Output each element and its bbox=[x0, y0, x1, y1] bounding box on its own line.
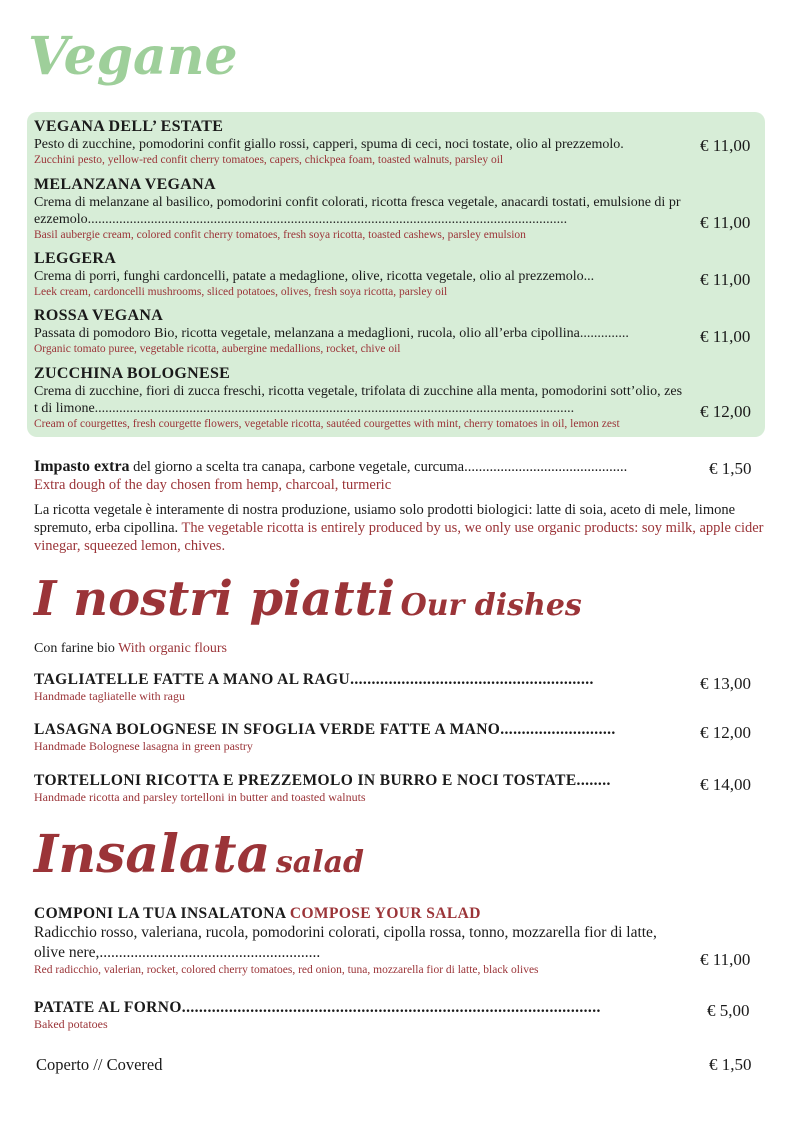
compose-title-it: COMPONI LA TUA INSALATONA bbox=[34, 905, 286, 922]
item-desc: Crema di porri, funghi cardoncelli, patate a medaglione, olive, ricotta vegetale, olio al prezzemolo... bbox=[34, 269, 595, 284]
item-translation: Zucchini pesto, yellow-red confit cherry tomatoes, capers, chickpea foam, toasted walnuts, parsley oil bbox=[34, 154, 504, 166]
item-translation: Basil aubergie cream, colored confit cherry tomatoes, fresh soya ricotta, toasted cashews, parsley emulsion bbox=[34, 229, 526, 241]
extra-text: del giorno a scelta tra canapa, carbone vegetale, curcuma............................................. bbox=[129, 459, 628, 475]
item-translation: Cream of courgettes, fresh courgette flowers, vegetable ricotta, sautéed courgettes with mint, cherry tomatoes in oil, lemon zest bbox=[34, 418, 620, 430]
salad-compose bbox=[34, 904, 684, 978]
compose-translation: Red radicchio, valerian, rocket, colored cherry tomatoes, red onion, tuna, mozzarella fior di latte, black olives bbox=[34, 964, 539, 976]
item-price: € 11,00 bbox=[700, 213, 751, 232]
item-price: € 11,00 bbox=[700, 327, 751, 346]
item-title: MELANZANA VEGANA bbox=[34, 176, 216, 193]
dish-title: TORTELLONI RICOTTA E PREZZEMOLO IN BURRO E NOCI TOSTATE........ bbox=[34, 772, 611, 789]
vegane-item bbox=[34, 175, 684, 242]
dishes-heading bbox=[34, 568, 582, 630]
dish-price: € 13,00 bbox=[700, 674, 751, 693]
ricotta-note-text bbox=[34, 501, 764, 555]
cover-label: Coperto // Covered bbox=[36, 1055, 163, 1074]
extra-translation: Extra dough of the day chosen from hemp, charcoal, turmeric bbox=[34, 477, 392, 493]
vegane-heading: Vegane bbox=[28, 26, 238, 87]
extra-label: Impasto extra bbox=[34, 458, 130, 475]
flour-note bbox=[34, 641, 227, 657]
potato-price: € 5,00 bbox=[707, 1001, 750, 1020]
dish-price: € 12,00 bbox=[700, 723, 751, 742]
compose-desc: Radicchio rosso, valeriana, rucola, pomodorini colorati, cipolla rossa, tonno, mozzarella fior di latte, olive nere,......................................................... bbox=[34, 924, 657, 961]
item-translation: Leek cream, cardoncelli mushrooms, sliced potatoes, olives, fresh soya ricotta, parsley oil bbox=[34, 286, 448, 298]
ricotta-note-en: The vegetable ricotta is entirely produced by us, we only use organic products: soy milk, apple cider vinegar, squeezed lemon, chives. bbox=[34, 520, 764, 554]
item-price: € 12,00 bbox=[700, 402, 751, 421]
item-desc: Pesto di zucchine, pomodorini confit giallo rossi, capperi, spuma di ceci, noci tostate, olio al prezzemolo. bbox=[34, 137, 624, 152]
salad-heading bbox=[34, 822, 364, 888]
cover-price: € 1,50 bbox=[709, 1055, 752, 1074]
item-desc: Crema di melanzane al basilico, pomodorini confit colorati, ricotta fresca vegetale, anacardi tostati, emulsione di prezzemolo......................................................................................................................................... bbox=[34, 195, 681, 227]
extra-price: € 1,50 bbox=[709, 459, 752, 478]
item-title: LEGGERA bbox=[34, 250, 117, 267]
dish-item bbox=[34, 998, 684, 1032]
dishes-heading-en: Our dishes bbox=[400, 588, 582, 623]
potato-title: PATATE AL FORNO.................................................................................................. bbox=[34, 999, 601, 1016]
dish-price: € 14,00 bbox=[700, 775, 751, 794]
extra-line bbox=[34, 458, 684, 476]
dish-translation: Handmade tagliatelle with ragu bbox=[34, 689, 185, 703]
dish-item bbox=[34, 771, 684, 805]
item-title: VEGANA DELL’ ESTATE bbox=[34, 118, 224, 135]
dish-item bbox=[34, 720, 684, 754]
dishes-heading-it: I nostri piatti bbox=[34, 571, 395, 627]
item-price: € 11,00 bbox=[700, 270, 751, 289]
item-title: ZUCCHINA BOLOGNESE bbox=[34, 365, 231, 382]
dish-item bbox=[34, 670, 684, 704]
extra-dough bbox=[34, 458, 684, 495]
potato-translation: Baked potatoes bbox=[34, 1017, 108, 1031]
vegane-item bbox=[34, 306, 684, 356]
flour-note-it: Con farine bio bbox=[34, 641, 115, 656]
ricotta-note bbox=[34, 501, 764, 555]
compose-title bbox=[34, 904, 684, 923]
item-translation: Organic tomato puree, vegetable ricotta, aubergine medallions, rocket, chive oil bbox=[34, 343, 401, 355]
vegane-item bbox=[34, 117, 689, 167]
flour-note-en: With organic flours bbox=[114, 641, 227, 656]
compose-price: € 11,00 bbox=[700, 950, 751, 969]
ricotta-note-it: La ricotta vegetale è interamente di nostra produzione, usiamo solo prodotti biologici: latte di soia, aceto di mele, limone spremuto, erba cipollina. bbox=[34, 502, 736, 536]
compose-title-en: COMPOSE YOUR SALAD bbox=[285, 905, 481, 922]
salad-heading-en: salad bbox=[275, 845, 364, 880]
item-desc: Passata di pomodoro Bio, ricotta vegetale, melanzana a medaglioni, rucola, olio all’erba cipollina.............. bbox=[34, 326, 629, 341]
item-price: € 11,00 bbox=[700, 136, 751, 155]
vegane-item bbox=[34, 364, 684, 431]
item-title: ROSSA VEGANA bbox=[34, 307, 164, 324]
dish-title: LASAGNA BOLOGNESE IN SFOGLIA VERDE FATTE A MANO........................... bbox=[34, 721, 616, 738]
vegane-item bbox=[34, 249, 684, 299]
salad-heading-it: Insalata bbox=[34, 824, 271, 885]
dish-translation: Handmade Bolognese lasagna in green pastry bbox=[34, 739, 253, 753]
item-desc: Crema di zucchine, fiori di zucca freschi, ricotta vegetale, trifolata di zucchine alla menta, pomodorini sott’olio, zest di limone......................................................................................................................................... bbox=[34, 384, 683, 416]
dish-translation: Handmade ricotta and parsley tortelloni in butter and toasted walnuts bbox=[34, 790, 366, 804]
dish-title: TAGLIATELLE FATTE A MANO AL RAGU......................................................... bbox=[34, 671, 594, 688]
